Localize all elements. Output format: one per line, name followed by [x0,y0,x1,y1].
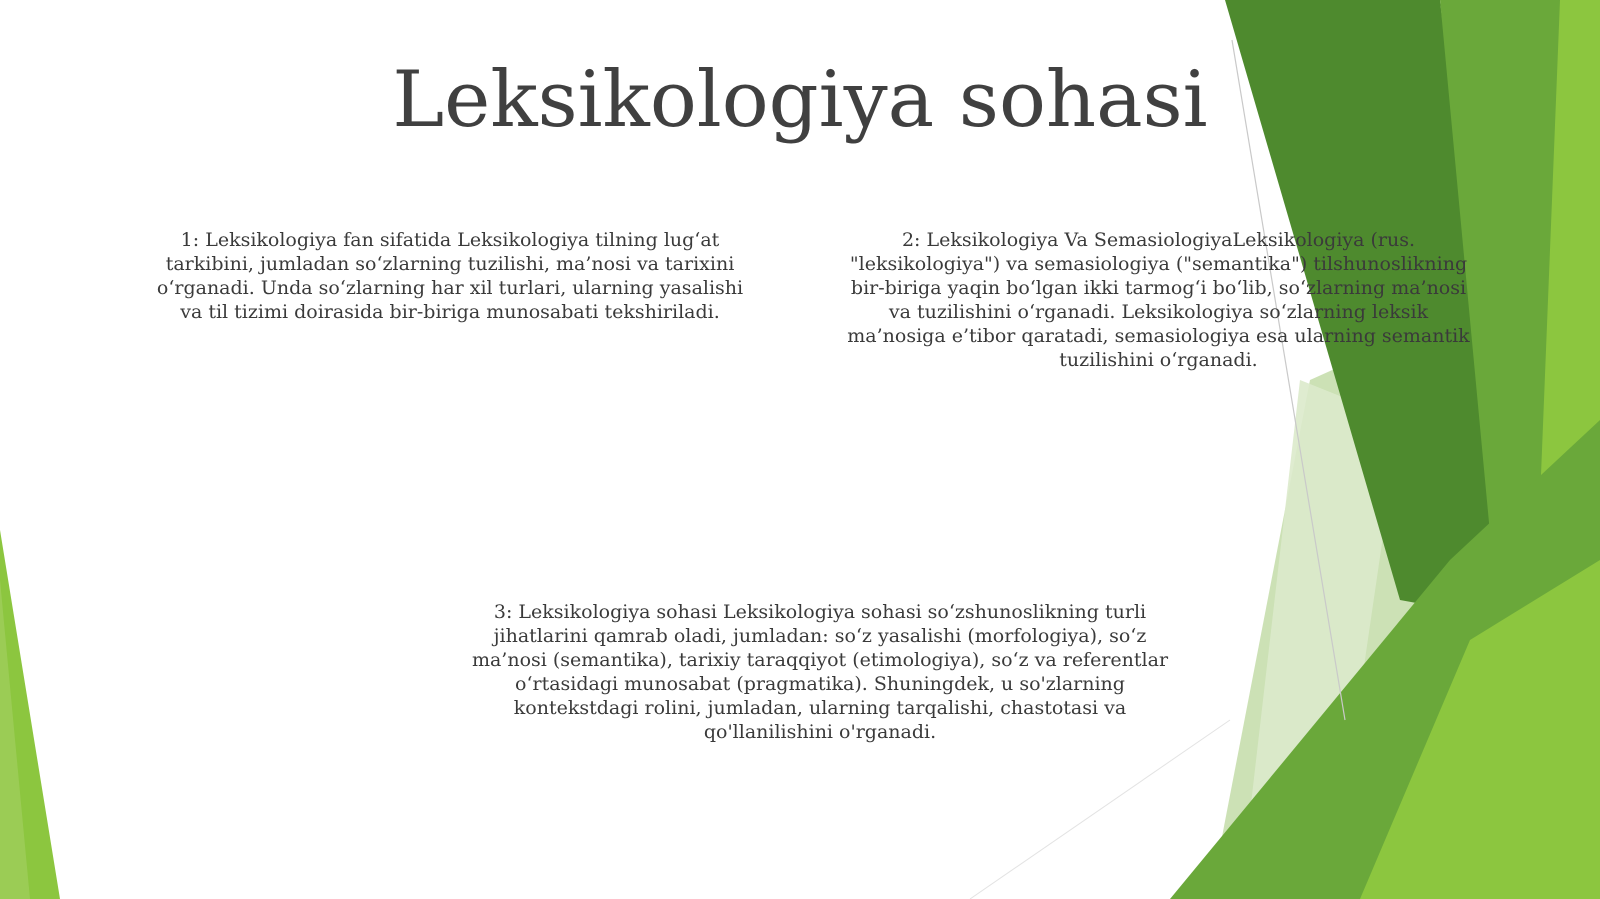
text-block-2: 2: Leksikologiya Va SemasiologiyaLeksikologiya (rus. "leksikologiya") va semasiologiya ("semantika") tilshunoslikning bir-biriga yaqin bo‘lgan ikki tarmog‘i bo‘lib, so‘zlarning ma’nosi va tuzilishini o‘rganadi. Leksikologiya so‘zlarning leksik ma’nosiga e’tibor qaratadi, semasiologiya esa ularning semantik tuzilishini o‘rganadi. [847,229,1470,371]
text-block-1: 1: Leksikologiya fan sifatida Leksikologiya tilning lug‘at tarkibini, jumladan so‘zlarning tuzilishi, ma’nosi va tarixini o‘rganadi. Unda so‘zlarning har xil turlari, ularning yasalishi va til tizimi doirasida bir-biriga munosabati tekshiriladi. [156,229,744,323]
shape-thin-line [970,720,1230,899]
slide-title: Leksikologiya sohasi [392,55,1208,145]
text-block-3: 3: Leksikologiya sohasi Leksikologiya sohasi so‘zshunoslikning turli jihatlarini qamrab oladi, jumladan: so‘z yasalishi (morfologiya), so‘z ma’nosi (semantika), tarixiy taraqqiyot (etimologiya), so‘z va referentlar o‘rtasidagi munosabat (pragmatika). Shuningdek, u so'zlarning kontekstdagi rolini, jumladan, ularning tarqalishi, chastotasi va qo'llanilishini o'rganadi. [471,601,1169,743]
